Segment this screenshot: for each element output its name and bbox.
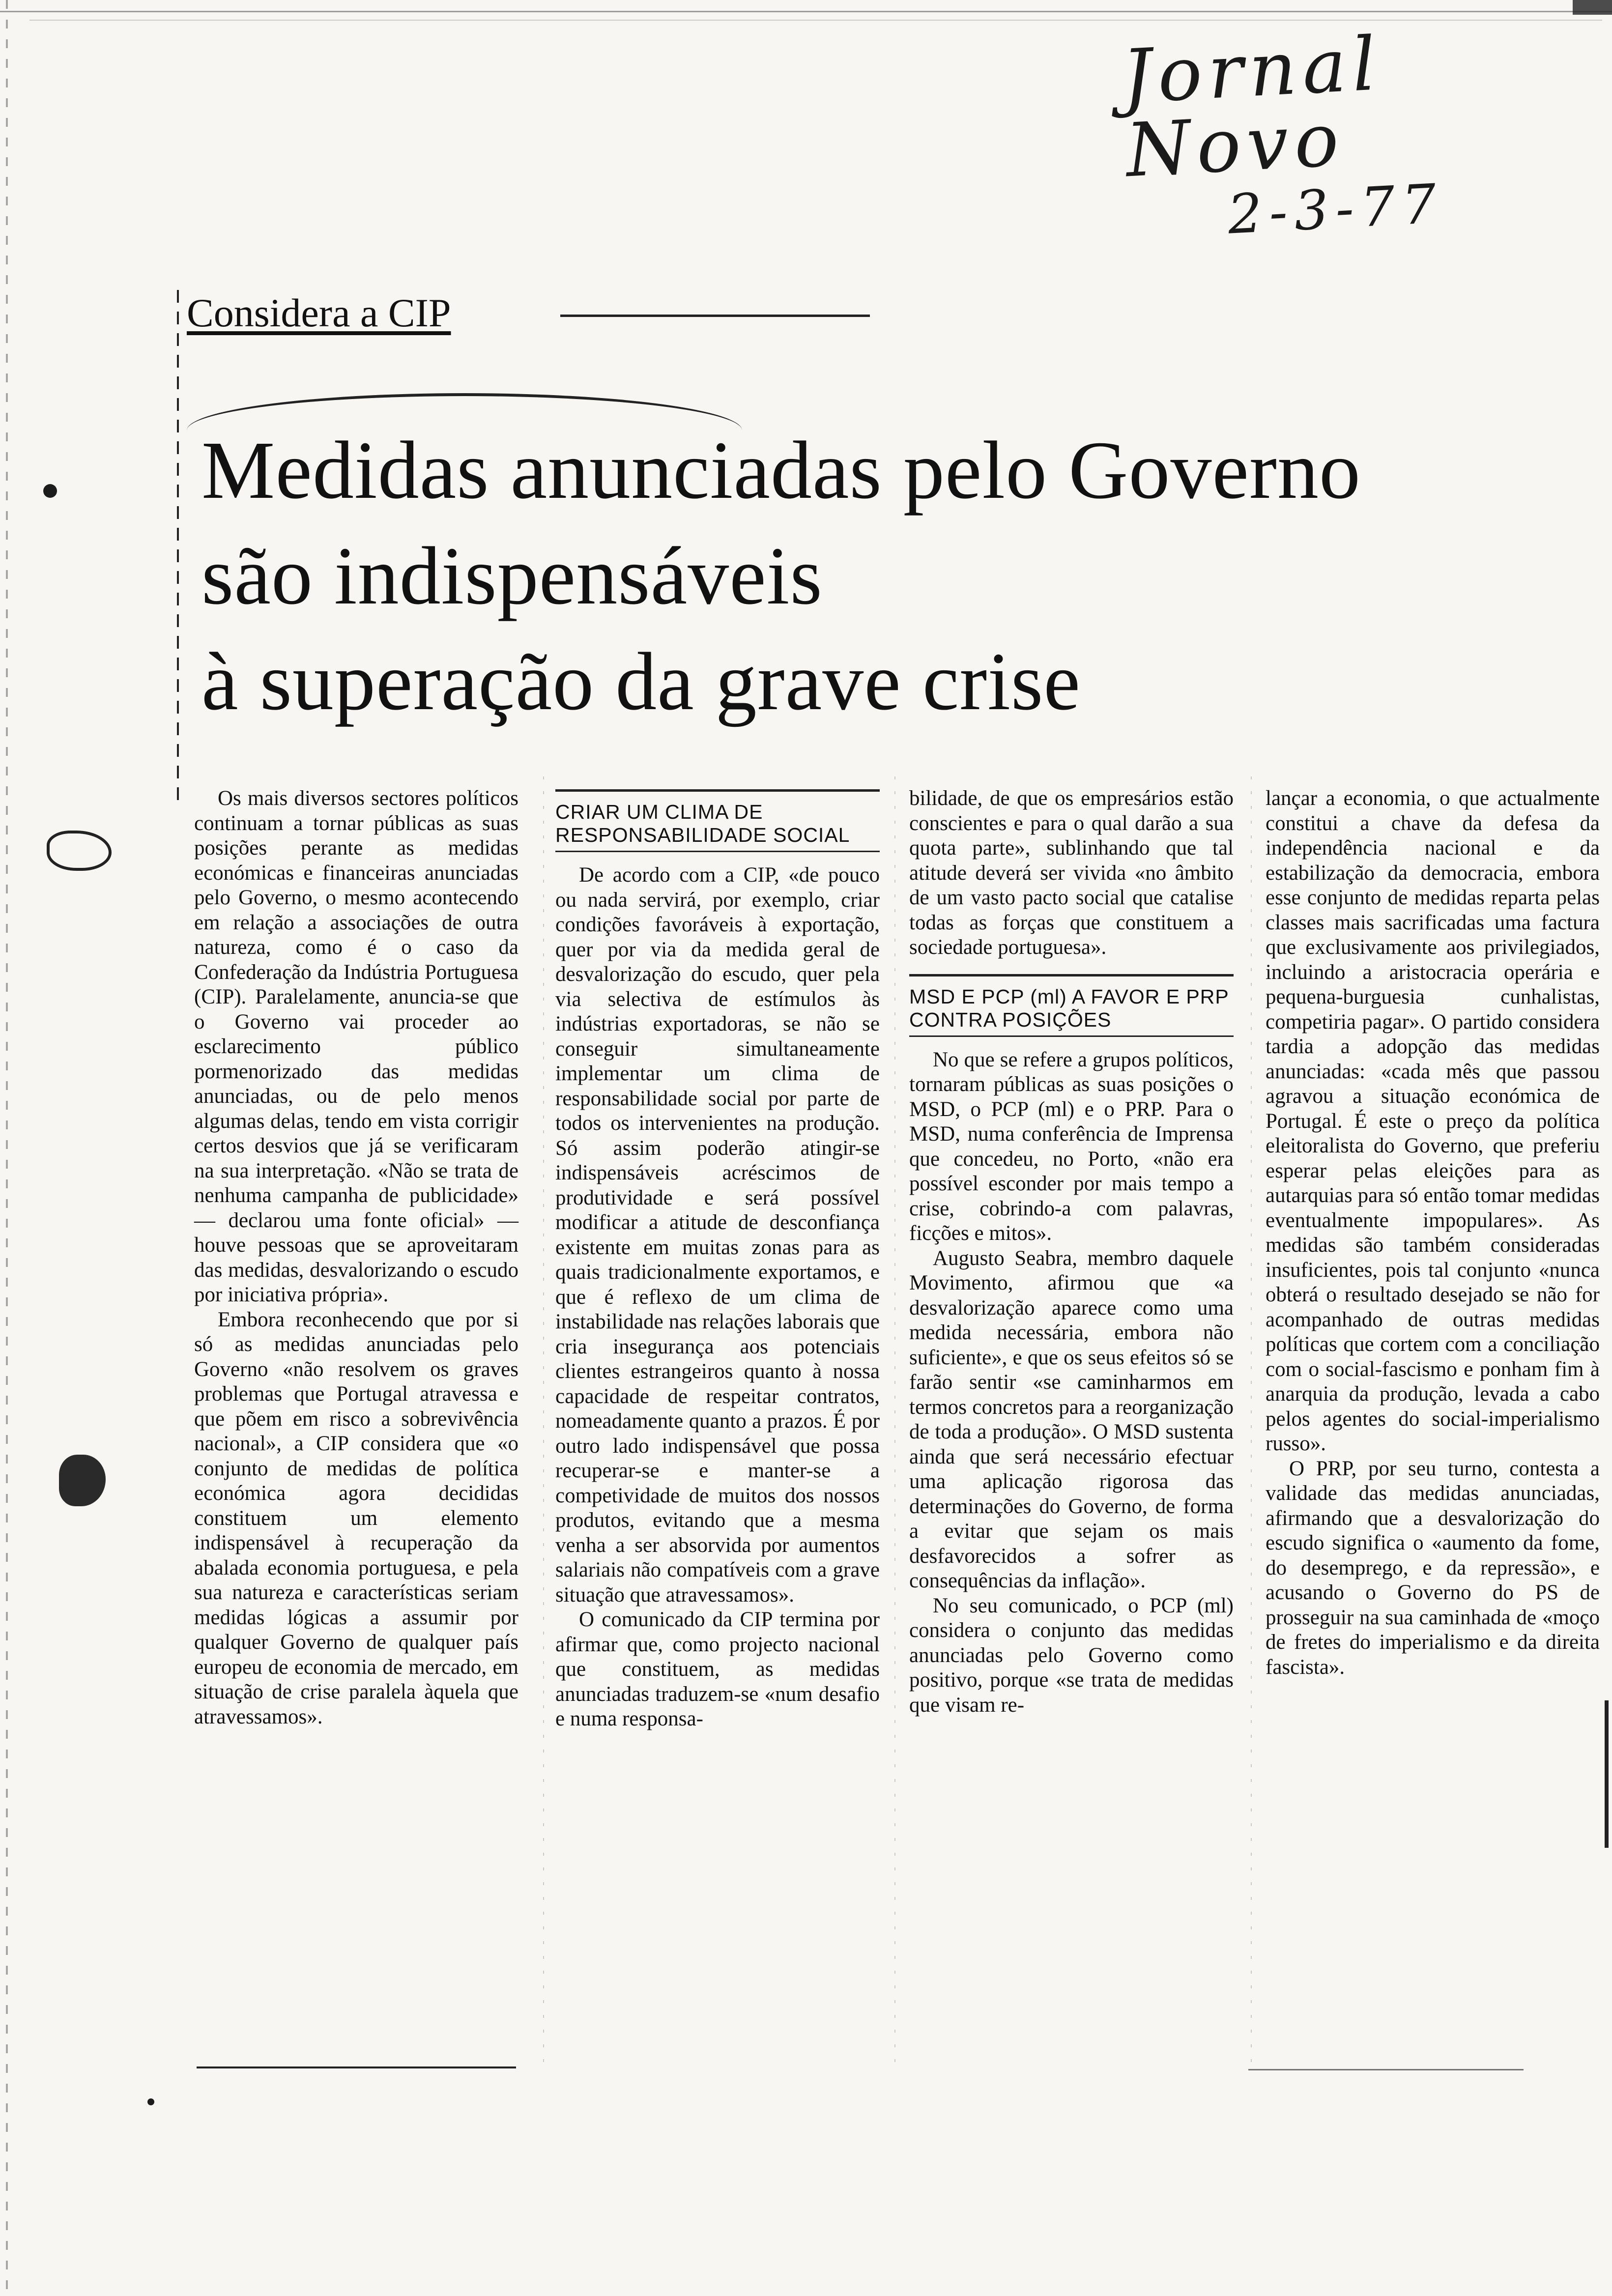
headline-line: são indispensáveis	[202, 530, 823, 622]
column-divider	[894, 776, 895, 2074]
column-divider	[1251, 776, 1252, 2074]
column-end-rule	[197, 2066, 516, 2068]
handwritten-annotation	[1121, 19, 1554, 247]
kicker-side-rule	[177, 290, 179, 801]
handwritten-newspaper-name: Jornal Novo	[1120, 21, 1384, 194]
article-paragraph: bilidade, de que os empresários estão conscientes e para o qual darão a sua quota parte», sublinhando que tal atitude deverá ser vivida «no âmbito de um vasto pacto social que catalise todas as forças que constituem a sociedade portuguesa».	[909, 787, 1234, 959]
section-subhead: CRIAR UM CLIMA DE RESPONSABILIDADE SOCIAL	[555, 789, 880, 852]
punch-hole-mark	[43, 484, 57, 498]
article-column-3	[909, 786, 1234, 1718]
article-column-4	[1266, 786, 1600, 1680]
article-paragraph: No que se refere a grupos políticos, tornaram públicas as suas posições o MSD, o PCP (ml) e o PRP. Para o MSD, numa conferência de Imprensa que concedeu, no Porto, «não era possível esconder por mais tempo a crise, cobrindo-a com palavras, ficções e mitos».	[909, 1048, 1234, 1245]
scan-edge-line	[0, 11, 1612, 12]
article-kicker: Considera a CIP	[187, 290, 451, 335]
ink-blot-mark	[59, 1455, 106, 1506]
scan-edge-line	[29, 20, 1602, 21]
headline-line: Medidas anunciadas pelo Governo	[202, 425, 1361, 516]
headline-line: à superação da grave crise	[202, 636, 1081, 727]
punch-hole-mark	[147, 2098, 154, 2105]
article-headline	[202, 418, 1587, 735]
scan-margin-mark	[1605, 1700, 1609, 1848]
kicker-rule	[560, 315, 870, 317]
section-subhead: MSD E PCP (ml) A FAVOR E PRP CONTRA POSIÇÕES	[909, 974, 1234, 1037]
article-paragraph: lançar a economia, o que actualmente constitui a chave da defesa da independência nacional e da estabilização da democracia, embora esse conjunto de medidas reparta pelas classes mais sacrificadas uma factura que exclusivamente aos privilegiados, incluindo a aristocracia operária e pequena-burguesia cunhalistas, competiria pagar». O partido considera tardia a adopção das medidas anunciadas: «cada mês que passou agravou a situação económica de Portugal. É este o preço da política eleitoralista do Governo, que preferiu esperar pelas eleições para as autarquias para só então tomar medidas eventualmente impopulares». As medidas são também consideradas insuficientes, pois tal conjunto «nunca obterá o resultado desejado se não for acompanhado de outras medidas políticas que cortem com a conciliação com o social-fascismo e ponham fim à anarquia da produção, levada a cabo pelos agentes do social-imperialismo russo».	[1266, 787, 1600, 1455]
article-paragraph: O PRP, por seu turno, contesta a validade das medidas anunciadas, afirmando que a desvalorização do escudo significa o «aumento da fome, do desemprego, e da repressão», e acusando o Governo do PS de prosseguir na sua caminhada de «moço de fretes do imperialismo e da direita fascista».	[1266, 1457, 1600, 1679]
article-paragraph: O comunicado da CIP termina por afirmar que, como projecto nacional que constituem, as medidas anunciadas traduzem-se «num desafio e numa responsa-	[555, 1608, 880, 1730]
scan-left-edge	[6, 0, 8, 2296]
article-paragraph: No seu comunicado, o PCP (ml) considera o conjunto das medidas anunciadas pelo Governo como positivo, porque «se trata de medidas que visam re-	[909, 1594, 1234, 1717]
article-column-1	[194, 786, 518, 1729]
column-end-rule	[1248, 2069, 1524, 2070]
handwritten-date: 2-3-77	[1226, 172, 1445, 246]
article-paragraph: Augusto Seabra, membro daquele Movimento, afirmou que «a desvalorização aparece como uma medida necessária, embora não suficiente», e que os seus efeitos só se farão sentir «se caminharmos em termos concretos para a reorganização de toda a produção». O MSD sustenta ainda que será necessário efectuar uma aplicação rigorosa das determinações do Governo, de forma a evitar que sejam os mais desfavorecidos a sofrer as consequências da inflação».	[909, 1246, 1234, 1592]
article-column-2	[555, 786, 880, 1732]
article-paragraph: Embora reconhecendo que por si só as medidas anunciadas pelo Governo «não resolvem os graves problemas que Portugal atravessa e que põem em risco a sobrevivência nacional», a CIP considera que «o conjunto de medidas de política económica agora decididas constituem um elemento indispensável à recuperação da abalada economia portuguesa, e pela sua natureza e características seriam medidas lógicas a assumir por qualquer Governo de qualquer país europeu de economia de mercado, em situação de crise paralela àquela que atravessamos».	[194, 1308, 518, 1728]
column-divider	[543, 776, 544, 2074]
article-paragraph: De acordo com a CIP, «de pouco ou nada servirá, por exemplo, criar condições favoráveis à exportação, quer por via da medida geral de desvalorização do escudo, quer pela via selectiva de estímulos às indústrias exportadoras, se não se conseguir simultaneamente implementar um clima de responsabilidade social por parte de todos os intervenientes na produção. Só assim poderão atingir-se indispensáveis acréscimos de produtividade e será possível modificar a atitude de desconfiança existente em muitas zonas para as quais tradicionalmente exportamos, e que é reflexo de um clima de instabilidade nas relações laborais que cria insegurança aos potenciais clientes estrangeiros quanto à nossa capacidade de respeitar contratos, nomeadamente quanto a prazos. É por outro lado indispensável que possa recuperar-se e manter-se a competividade de muitos dos nossos produtos, evitando que a mesma venha a ser absorvida por aumentos salariais não compatíveis com a grave situação que atravessamos».	[555, 863, 880, 1607]
article-paragraph: Os mais diversos sectores políticos continuam a tornar públicas as suas posições perante as medidas económicas e financeiras anunciadas pelo Governo, o mesmo acontecendo em relação a associações de outra natureza, como é o caso da Confederação da Indústria Portuguesa (CIP). Paralelamente, anuncia-se que o Governo vai proceder ao esclarecimento público pormenorizado das medidas anunciadas, ou de pelo menos algumas delas, tendo em vista corrigir certos desvios que já se verificaram na sua interpretação. «Não se trata de nenhuma campanha de publicidade» — declarou uma fonte oficial» — houve pessoas que se aproveitaram das medidas, desvalorizando o escudo por iniciativa própria».	[194, 787, 518, 1306]
ink-blot-mark	[47, 831, 112, 871]
scan-corner-mark	[1573, 0, 1612, 15]
